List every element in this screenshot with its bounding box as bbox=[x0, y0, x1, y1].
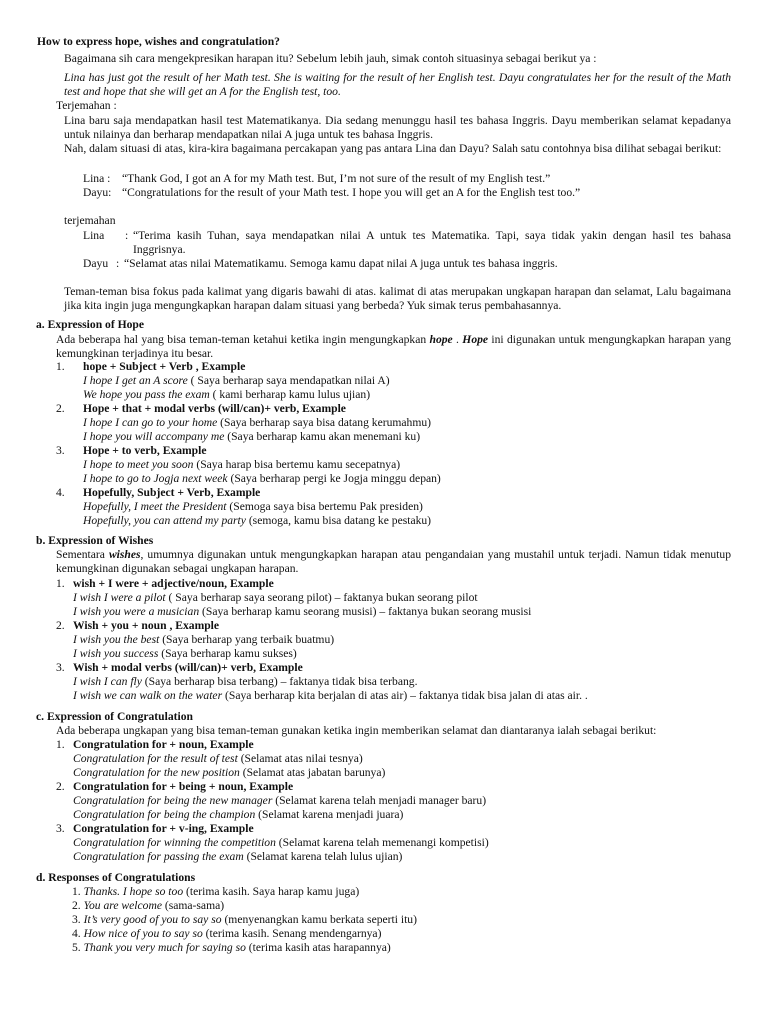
congrats-item-2-example-2: Congratulation for being the champion (Selamat karena menjadi juara) bbox=[73, 808, 404, 821]
congrats-item-1-example-2: Congratulation for the new position (Selamat atas jabatan barunya) bbox=[73, 766, 386, 779]
congrats-item-3-pattern: Congratulation for + v-ing, Example bbox=[73, 822, 254, 835]
wish-item-1-number: 1. bbox=[56, 577, 65, 590]
dialog-id-colon-lina: : bbox=[125, 229, 129, 242]
section-b-description: Sementara wishes, umumnya digunakan untuk mengungkapkan harapan atau pengandaian yang mustahil untuk terjadi. Namun tidak menutup kemungkinan digunakan sebagai ungkapan harapan. bbox=[56, 548, 731, 575]
hope-item-1-number: 1. bbox=[56, 360, 65, 373]
dialog-id-colon-dayu: : bbox=[116, 257, 120, 270]
section-c-heading: c. Expression of Congratulation bbox=[36, 710, 193, 723]
wish-item-2-example-2: I wish you success (Saya berharap kamu sukses) bbox=[73, 647, 297, 660]
dialog-id-line-dayu: “Selamat atas nilai Matematikamu. Semoga kamu dapat nilai A juga untuk tes bahasa inggris. bbox=[124, 257, 558, 270]
section-d-heading: d. Responses of Congratulations bbox=[36, 871, 196, 884]
congrats-item-3-example-2: Congratulation for passing the exam (Selamat karena telah lulus ujian) bbox=[73, 850, 403, 863]
wish-item-1-example-2: I wish you were a musician (Saya berharap kamu seorang musisi) – faktanya bukan seorang musisi bbox=[73, 605, 532, 618]
congrats-item-1-pattern: Congratulation for + noun, Example bbox=[73, 738, 254, 751]
section-a-heading: a. Expression of Hope bbox=[36, 318, 145, 331]
hope-item-2-example-1: I hope I can go to your home (Saya berharap saya bisa datang kerumahmu) bbox=[83, 416, 432, 429]
hope-item-1-example-2: We hope you pass the exam ( kami berharap kamu lulus ujian) bbox=[83, 388, 371, 401]
response-item-4: 4. How nice of you to say so (terima kasih. Senang mendengarnya) bbox=[72, 927, 382, 940]
wish-item-3-pattern: Wish + modal verbs (will/can)+ verb, Example bbox=[73, 661, 303, 674]
hope-item-2-pattern: Hope + that + modal verbs (will/can)+ verb, Example bbox=[83, 402, 346, 415]
hope-item-3-example-2: I hope to go to Jogja next week (Saya berharap pergi ke Jogja minggu depan) bbox=[83, 472, 441, 485]
response-item-3: 3. It’s very good of you to say so (menyenangkan kamu berkata seperti itu) bbox=[72, 913, 417, 926]
hope-item-3-number: 3. bbox=[56, 444, 65, 457]
terjemahan-label-2: terjemahan bbox=[64, 214, 116, 227]
response-item-1: 1. Thanks. I hope so too (terima kasih. Saya harap kamu juga) bbox=[72, 885, 360, 898]
congrats-item-3-example-1: Congratulation for winning the competition (Selamat karena telah memenangi kompetisi) bbox=[73, 836, 489, 849]
section-c-description: Ada beberapa ungkapan yang bisa teman-teman gunakan ketika ingin memberikan selamat dan diantaranya ialah sebagai berikut: bbox=[56, 724, 657, 737]
wish-item-3-example-1: I wish I can fly (Saya berharap bisa terbang) – faktanya tidak bisa terbang. bbox=[73, 675, 418, 688]
hope-item-3-example-1: I hope to meet you soon (Saya harap bisa bertemu kamu secepatnya) bbox=[83, 458, 401, 471]
wish-item-1-example-1: I wish I were a pilot ( Saya berharap saya seorang pilot) – faktanya bukan seorang pilot bbox=[73, 591, 478, 604]
situation-text: Lina has just got the result of her Math test. She is waiting for the result of her English test. Dayu congratulates her for the result of the Math test and hope that she will get an A for the English test, too. bbox=[64, 71, 731, 98]
congrats-item-3-number: 3. bbox=[56, 822, 65, 835]
dialog-en-line-dayu: “Congratulations for the result of your Math test. I hope you will get an A for the English test too.” bbox=[122, 186, 581, 199]
hope-item-4-pattern: Hopefully, Subject + Verb, Example bbox=[83, 486, 261, 499]
hope-item-2-example-2: I hope you will accompany me (Saya berharap kamu akan menemani ku) bbox=[83, 430, 421, 443]
congrats-item-2-example-1: Congratulation for being the new manager (Selamat karena telah menjadi manager baru) bbox=[73, 794, 487, 807]
congrats-item-2-number: 2. bbox=[56, 780, 65, 793]
dialog-en-line-lina: “Thank God, I got an A for my Math test. But, I’m not sure of the result of my English test.” bbox=[122, 172, 551, 185]
wish-item-2-pattern: Wish + you + noun , Example bbox=[73, 619, 220, 632]
hope-item-4-number: 4. bbox=[56, 486, 65, 499]
wish-item-1-pattern: wish + I were + adjective/noun, Example bbox=[73, 577, 274, 590]
focus-text: Teman-teman bisa fokus pada kalimat yang digaris bawahi di atas. kalimat di atas merupakan ungkapan harapan dan selamat, Lalu bagaimana jika kita ingin juga mengungkapkan harapan dalam situasi yang berbeda? Yuk simak terus pembahasannya. bbox=[64, 285, 731, 312]
terjemahan-label: Terjemahan : bbox=[56, 99, 117, 112]
dialog-en-speaker-dayu: Dayu: bbox=[83, 186, 112, 199]
hope-item-4-example-1: Hopefully, I meet the President (Semoga saya bisa bertemu Pak presiden) bbox=[83, 500, 423, 513]
dialog-id-line-lina: “Terima kasih Tuhan, saya mendapatkan nilai A untuk tes Matematika. Tapi, saya tidak yakin dengan hasil tes bahasa Inggrisnya. bbox=[133, 229, 731, 256]
hope-item-1-pattern: hope + Subject + Verb , Example bbox=[83, 360, 246, 373]
translation-text: Lina baru saja mendapatkan hasil test Matematikanya. Dia sedang menunggu hasil tes bahasa Inggris. Dayu memberikan selamat kepadanya untuk nilainya dan berharap mendapatkan nilai A juga untuk tes bahasa Inggris. bbox=[64, 114, 731, 141]
congrats-item-1-number: 1. bbox=[56, 738, 65, 751]
intro-text: Bagaimana sih cara mengekpresikan harapan itu? Sebelum lebih jauh, simak contoh situasinya sebagai berikut ya : bbox=[64, 52, 597, 65]
question-text: Nah, dalam situasi di atas, kira-kira bagaimana percakapan yang pas antara Lina dan Dayu? Salah satu contohnya bisa dilihat sebagai berikut: bbox=[64, 142, 722, 155]
dialog-en-speaker-lina: Lina : bbox=[83, 172, 111, 185]
document-title: How to express hope, wishes and congratulation? bbox=[37, 35, 280, 48]
hope-item-2-number: 2. bbox=[56, 402, 65, 415]
section-a-description: Ada beberapa hal yang bisa teman-teman ketahui ketika ingin mengungkapkan hope . Hope ini digunakan untuk mengungkapkan harapan yang kemungkinan terjadinya itu besar. bbox=[56, 333, 731, 360]
response-item-5: 5. Thank you very much for saying so (terima kasih atas harapannya) bbox=[72, 941, 391, 954]
wish-item-2-number: 2. bbox=[56, 619, 65, 632]
wish-item-3-number: 3. bbox=[56, 661, 65, 674]
congrats-item-2-pattern: Congratulation for + being + noun, Example bbox=[73, 780, 294, 793]
congrats-item-1-example-1: Congratulation for the result of test (Selamat atas nilai tesnya) bbox=[73, 752, 363, 765]
dialog-id-speaker-dayu: Dayu bbox=[83, 257, 109, 270]
wish-item-2-example-1: I wish you the best (Saya berharap yang terbaik buatmu) bbox=[73, 633, 335, 646]
hope-item-1-example-1: I hope I get an A score ( Saya berharap saya mendapatkan nilai A) bbox=[83, 374, 390, 387]
wish-item-3-example-2: I wish we can walk on the water (Saya berharap kita berjalan di atas air) – faktanya tidak bisa jalan di atas air. . bbox=[73, 689, 588, 702]
hope-item-3-pattern: Hope + to verb, Example bbox=[83, 444, 207, 457]
hope-item-4-example-2: Hopefully, you can attend my party (semoga, kamu bisa datang ke pestaku) bbox=[83, 514, 432, 527]
dialog-id-speaker-lina: Lina bbox=[83, 229, 105, 242]
section-b-heading: b. Expression of Wishes bbox=[36, 534, 154, 547]
response-item-2: 2. You are welcome (sama-sama) bbox=[72, 899, 225, 912]
